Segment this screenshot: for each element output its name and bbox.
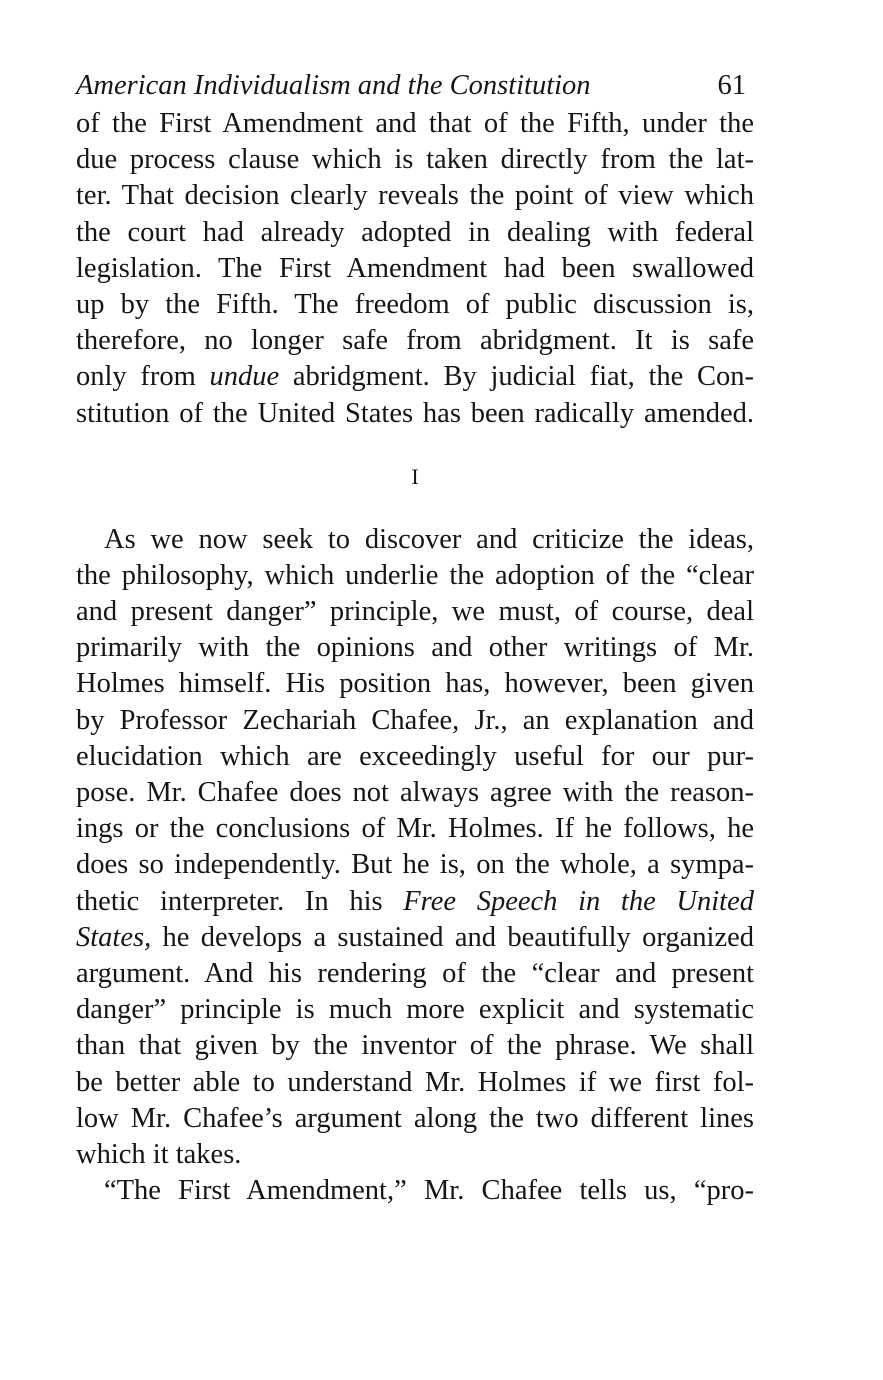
- text-line: Holmes himself. His position has, however, been given: [76, 668, 754, 700]
- paragraph-quotation-start: [76, 1173, 754, 1209]
- text-line: the court had already adopted in dealing with federal: [76, 216, 754, 248]
- text-line: pose. Mr. Chafee does not always agree with the reason-: [76, 777, 754, 808]
- text-line: therefore, no longer safe from abridgment. It is safe: [76, 325, 754, 357]
- text-line: be better able to understand Mr. Holmes if we first fol-: [76, 1066, 754, 1098]
- text-line: As we now seek to discover and criticize the ideas,: [104, 523, 754, 555]
- text-line: than that given by the inventor of the phrase. We shall: [76, 1030, 754, 1062]
- text-line: up by the Fifth. The freedom of public discussion is,: [76, 288, 754, 320]
- italic-text: States,: [76, 921, 152, 953]
- italic-text: undue: [209, 361, 280, 393]
- text-line: “The First Amendment,” Mr. Chafee tells us, “pro-: [104, 1175, 754, 1207]
- text-line: ter. That decision clearly reveals the point of view which: [76, 180, 754, 212]
- text-line: danger” principle is much more explicit and systematic: [76, 994, 754, 1026]
- text-line: legislation. The First Amendment had been swallowed: [76, 252, 754, 284]
- paragraph-section-opening: [76, 522, 754, 1173]
- text-line: low Mr. Chafee’s argument along the two different lines: [76, 1102, 754, 1134]
- text-span: thetic interpreter. In his: [76, 885, 404, 917]
- page-number: 61: [717, 70, 746, 101]
- text-line: [76, 884, 754, 920]
- paragraph-continued: [76, 106, 754, 432]
- text-span: only from: [76, 361, 210, 393]
- text-line: by Professor Zechariah Chafee, Jr., an explanation and: [76, 704, 754, 736]
- text-line: primarily with the opinions and other writings of Mr.: [76, 632, 754, 664]
- text-line: ings or the conclusions of Mr. Holmes. If he follows, he: [76, 813, 754, 845]
- text-line: stitution of the United States has been radically amended.: [76, 397, 754, 429]
- text-line: due process clause which is taken directly from the lat-: [76, 144, 754, 176]
- text-line: of the First Amendment and that of the Fifth, under the: [76, 108, 754, 139]
- italic-text: Free Speech in the United: [403, 885, 754, 917]
- text-line: elucidation which are exceedingly useful for our pur-: [76, 740, 754, 772]
- text-line: [76, 359, 754, 395]
- text-line: [76, 920, 754, 956]
- text-span: he develops a sustained and beautifully organized: [151, 921, 754, 953]
- section-number: I: [411, 463, 419, 489]
- running-head: [76, 66, 754, 106]
- text-line: argument. And his rendering of the “clear and present: [76, 957, 754, 989]
- text-line: and present danger” principle, we must, of course, deal: [76, 596, 754, 628]
- text-span: abridgment. By judicial fiat, the Con-: [279, 361, 754, 393]
- text-line: which it takes.: [76, 1138, 242, 1170]
- text-line: does so independently. But he is, on the whole, a sympa-: [76, 849, 754, 881]
- book-page: [76, 66, 754, 1209]
- running-head-title: American Individualism and the Constitution: [76, 70, 591, 101]
- text-line: the philosophy, which underlie the adoption of the “clear: [76, 559, 754, 591]
